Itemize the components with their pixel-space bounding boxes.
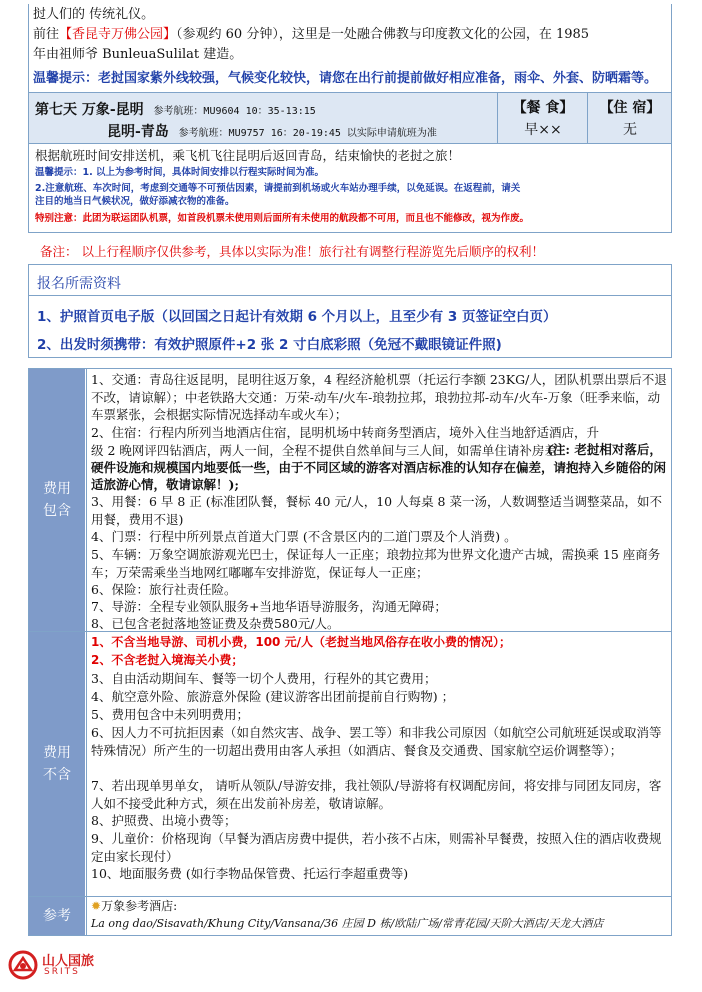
exclude-label: 费用 不含 (29, 632, 85, 896)
special-note: 特别注意：此团为联运团队机票，如首段机票未使用则后面所有未使用的航段都不可用，而且也不能修改，视为作废。 (35, 213, 530, 224)
day6-tail-section (28, 4, 672, 93)
requirements-section (28, 264, 672, 358)
logo-name: 山人国旅 (42, 954, 95, 969)
company-logo (8, 948, 128, 984)
exclude-item: 6、因人力不可抗拒因素（如自然灾害、战争、罢工等）和非我公司原因（如航空公司航班延误或取消等特殊情况）所产生的一切超出费用由客人承担（如酒店、餐食及交通费、国家航空运价调整等）； (91, 725, 662, 758)
day7-title-1: 第七天 万象-昆明 参考航班：MU9604 10：35-13:15 (35, 102, 316, 118)
day7-body (28, 142, 672, 233)
day7-header (28, 92, 672, 144)
include-item: 8、已包含老挝落地签证费及杂费580元/人。 (91, 616, 340, 631)
requirements-title: 报名所需资料 (37, 276, 121, 292)
stay-cell: 【住 宿】 无 (587, 93, 672, 143)
include-item: 5、车辆：万象空调旅游观光巴士，保证每人一正座；琅勃拉邦为世界文化遗产古城，需换乘 15 座商务车；万荣需乘坐当地网红嘟嘟车安排游览，保证每人一正座； (91, 547, 661, 580)
requirement-item: 1、护照首页电子版（以回国之日起计有效期 6 个月以上，且至少有 3 页签证空白页） (37, 309, 557, 325)
fees-table (28, 368, 672, 936)
exclude-item: 10、地面服务费 (如行李物品保管费、托运行李超重费等) (91, 866, 409, 881)
reference-cell (86, 897, 671, 935)
exclude-item: 8、护照费、出境小费等； (91, 813, 237, 828)
exclude-item: 2、不含老挝入境海关小费； (91, 653, 244, 667)
day7-desc: 根据航班时间安排送机，乘飞机飞往昆明后返回青岛，结束愉快的老挝之旅！ (35, 148, 461, 163)
exclude-item: 1、不含当地导游、司机小费，100 元/人（老挝当地风俗存在收小费的情况）； (91, 635, 511, 649)
include-item: 2、住宿：行程内所列当地酒店住宿，昆明机场中转商务型酒店，境外入住当地舒适酒店，升级 2 晚网评四钻酒店，两人一间，全程不提供自然单间与三人间，如需单住请补房差 (91, 425, 599, 458)
warm-tip: 2.注意航班、车次时间，考虑到交通等不可预估因素，请提前到机场或火车站办理手续，以免延误。在返程前，请关 (35, 183, 521, 194)
include-item: 3、用餐：6 早 8 正 (标准团队餐，餐标 40 元/人，10 人每桌 8 菜一汤，人数调整适当调整菜品，如不用餐，费用不退) (91, 494, 662, 527)
exclude-item: 4、航空意外险、旅游意外保险 (建议游客出团前提前自行购物) ； (91, 689, 455, 704)
include-item: 6、保险：旅行社责任险。 (91, 582, 237, 597)
warm-tip: 温馨提示：1. 以上为参考时间，具体时间安排以行程实际时间为准。 (35, 167, 325, 178)
itinerary-note: 备注： 以上行程顺序仅供参考，具体以实际为准！旅行社有调整行程游览先后顺序的权利！ (40, 244, 544, 259)
warm-tip: 温馨提示：老挝国家紫外线较强，气候变化较快，请您在出行前提前做好相应准备，雨伞、外套、防晒霜等。 (33, 71, 658, 86)
exclude-item: 5、费用包含中未列明费用； (91, 707, 249, 722)
flight-info: 参考航班：MU9604 10：35-13:15 (153, 106, 316, 117)
park-link: 【香昆寺万佛公园】 (59, 27, 177, 42)
logo-mark-icon (8, 950, 38, 980)
exclude-item: 7、若出现单男单女， 请听从领队/导游安排，我社领队/导游将有权调配房间，将安排与同团友同房，客人如不接受此种方式，须在出发前补房差，敬请谅解。 (91, 778, 662, 811)
sun-icon: ✹ (91, 899, 102, 913)
meal-cell: 【餐 食】 早×× (497, 93, 588, 143)
text-line: 挝人们的 传统礼仪。 (33, 7, 155, 22)
exclude-item: 9、儿童价：价格现询（早餐为酒店房费中提供，若小孩不占床，则需补早餐费，按照入住的酒店收费规定由家长现付） (91, 831, 662, 864)
reference-hotels: La ong dao/Sisavath/Khung City/Vansana/36 庄园 D 栋/欧陆广场/常青花园/天阶大酒店/天龙大酒店 (91, 917, 604, 930)
requirement-item: 2、出发时须携带：有效护照原件+2 张 2 寸白底彩照（免冠不戴眼镜证件照) (37, 337, 502, 353)
include-item: 7、导游：全程专业领队服务+当地华语导游服务，沟通无障碍； (91, 599, 447, 614)
reference-label: 参考 (29, 897, 85, 935)
exclude-cell (86, 632, 671, 896)
reference-title: ✹万象参考酒店: (91, 899, 178, 913)
include-label: 费用 包含 (29, 369, 85, 631)
day7-title-2: 昆明-青岛 参考航班：MU9757 16：20-19:45 以实际申请航班为准 (107, 124, 437, 140)
include-note: (注: 老挝相对落后，硬件设施和规模国内地要低一些，由于不同区域的游客对酒店标准的认知存在偏差，请抱持入乡随俗的闲适旅游心情，敬请谅解！); (91, 442, 667, 492)
warm-tip: 注目的地当日气候状况，做好添减衣物的准备。 (35, 196, 235, 207)
exclude-item: 3、自由活动期间车、餐等一切个人费用，行程外的其它费用； (91, 671, 437, 686)
include-item: 1、交通：青岛往返昆明，昆明往返万象，4 程经济舱机票（托运行李额 23KG/人，团队机票出票后不退不改，请谅解）；中老铁路大交通：万荣-动车/火车-琅勃拉邦，琅勃拉邦-动车/火车-万象（旺季来临，动车票紧张，会根据实际情况选择动车或火车）； (91, 372, 667, 422)
text-line: 前往【香昆寺万佛公园】（参观约 60 分钟），这里是一处融合佛教与印度教文化的公园，在 1985 (33, 27, 590, 42)
include-item: 4、门票：行程中所列景点首道大门票 (不含景区内的二道门票及个人消费) 。 (91, 529, 517, 544)
include-cell (86, 369, 671, 631)
flight-info: 参考航班：MU9757 16：20-19:45 以实际申请航班为准 (178, 128, 437, 139)
text-line: 年由祖师爷 BunleuaSulilat 建造。 (33, 47, 243, 62)
logo-sub: SRITS (44, 967, 80, 977)
